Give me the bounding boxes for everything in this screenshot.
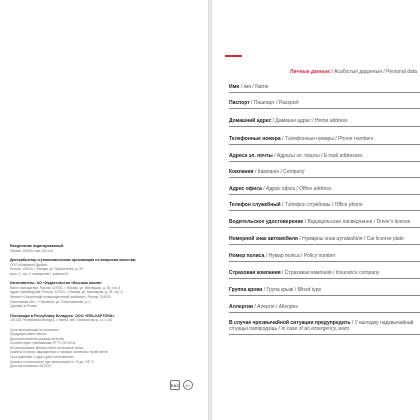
header-translations: / Асабістыя дадзеныя / Personal data [330,69,417,75]
imprint-line: Хранить в сухом, защищенном от прямых солнечных лучей месте [10,350,108,355]
imprint-line: Филиал «Смоленский полиграфический комбинат», Россия, 214020, [10,294,112,299]
imprint-line: 220138, Республика Беларусь, г. Минск, пер. Ломоносова д. 24, к. 6/2 [10,318,113,323]
field-translation: / Тэлефонныя нумары / Phone numbers [280,136,374,142]
field-translation: / Вадзіцельскае пасведчанне / Driver's license [303,219,411,225]
imprint-line: Дата изготовления: 08.2021 [10,364,51,369]
field-translation: / Група крыві / Blood type [262,287,322,293]
imprint-line: Продукция имеет аналог [10,332,47,337]
field-translation: / Кампанія / Company [253,169,305,175]
field-home-address[interactable] [229,118,420,127]
imprint-line: Изготовитель: АО «Издательство «Высшая школа» [10,281,102,286]
field-blood-type[interactable] [229,287,420,296]
imprint-line: Поставщик в Республику Беларусь: ООО «ЕЛЬ-КАРТОНА» [10,313,115,318]
field-translation: / Нумарны знак аўтамабіля / Car license plate [297,236,404,242]
imprint-line: Россия, 119034, г. Москва, ул. Пречистенка, д. 39, [10,267,84,272]
field-company[interactable] [229,169,420,178]
imprint-line: Соответствует требованиям ТР ТС 007/2011 [10,341,76,346]
field-translation: / Алергія / Allergies [252,304,298,310]
field-emergency-contact-line2[interactable] [229,326,420,335]
field-phone-numbers[interactable] [229,136,420,145]
header-accent: Личные данные [290,69,330,75]
field-license-plate[interactable] [229,236,420,245]
field-translation: / Дамашні адрас / Home address [271,118,348,124]
imprint-storage [10,328,190,369]
imprint-line: Смоленская обл., г. Смоленск, ул. Смольянинова, д. 1 [10,299,91,304]
field-label: Телефонные номера [229,136,281,142]
field-name[interactable] [229,84,420,93]
field-label: В случае чрезвычайной ситуации предупредить [229,320,351,326]
imprint-line: Дистрибьютор и уполномоченная организация по вопросам качества: [10,257,137,262]
field-translation: / Страхавая кампанія / Insurance company [280,270,380,276]
imprint-supplier [10,314,190,323]
field-translation: / Адрас офіса / Office address [261,186,332,192]
field-policy-number[interactable] [229,253,420,262]
field-translation: / У выпадку надзвычайнай [350,320,414,326]
imprint-line: корп. 1, стр. 2, помещение I, комната 6 [10,271,68,276]
imprint-line: Не использовать вблизи огня и источников тепла [10,345,83,350]
imprint-line: Срок хранения 3 года с даты изготовления [10,355,74,360]
left-page [0,0,208,420]
field-label: Аллергии [229,304,253,310]
field-office-phone[interactable] [229,202,420,211]
field-translation: / Тэлефон службовы / Office phone [280,202,363,208]
field-translation: / Імя / Name [239,84,269,90]
imprint-distributor [10,258,190,276]
field-translation: / Нумар поліса / Policy number [264,253,336,259]
age-rating-icon: 6+ [183,380,193,390]
imprint-line: Сделано в России [10,304,37,309]
imprint-block [10,244,190,374]
imprint-line: Ежедневник недатированный [10,244,64,248]
imprint-line: Хранить в сухом месте при температуре от +5 до +25 °C [10,359,94,364]
field-email[interactable] [229,153,420,162]
imprint-line: Место нахождения: Россия, 127051, г. Москва, ул. Мясницкая, д. 28, стр. 5 [10,285,121,290]
imprint-manufacturer [10,281,190,309]
field-translation: сітуацыі папярэдзіць / In case of an emergency, warn [229,326,350,332]
field-translation: / Адрасы эл. пошты / E-mail addresses [272,153,363,159]
imprint-line: Дата изготовления указана на блоке [10,336,65,341]
field-label: Страховая компания [229,270,281,276]
field-label: Группа крови [229,287,263,293]
field-office-address[interactable] [229,186,420,195]
field-translation: / Пашпарт / Passport [249,100,299,106]
certification-badges [170,380,193,390]
field-label: Компания [229,169,254,175]
imprint-line: Срок эксплуатации не ограничен [10,327,59,332]
field-label: Адреса эл. почты [229,153,273,159]
field-label: Номер полиса [229,253,265,259]
field-label: Номерной знак автомобиля [229,236,298,242]
field-drivers-license[interactable] [229,219,420,228]
field-insurance-company[interactable] [229,270,420,279]
field-passport[interactable] [229,100,420,109]
imprint-product-info [10,244,190,253]
imprint-line: ООО «Компания Дрофа» [10,262,48,267]
field-label: Адрес офиса [229,186,262,192]
field-allergies[interactable] [229,304,420,313]
field-label: Телефон служебный [229,202,281,208]
field-label: Паспорт [229,100,250,106]
imprint-line: Адрес производства: Россия, 127051, г. Москва, ул. Мясницкая, д. 28, стр. 5 [10,290,123,295]
imprint-line: Формат 150х210 мм. 320 стр. [10,248,54,253]
field-label: Водительское удостоверение [229,219,304,225]
field-label: Домашний адрес [229,118,272,124]
eac-mark-icon: EAC [170,380,180,390]
red-accent-line [225,55,242,57]
personal-data-header [290,69,417,75]
field-label: Имя [229,84,240,90]
